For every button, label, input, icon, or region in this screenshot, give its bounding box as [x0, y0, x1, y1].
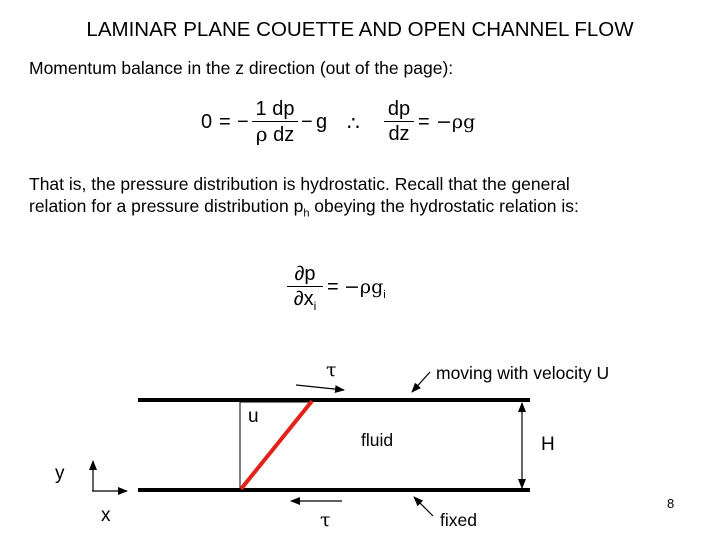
tau-bottom-label: τ [320, 509, 331, 531]
eq1-g: g [316, 111, 328, 133]
eq1-minus: − [237, 111, 249, 133]
eq2-numerator: ∂p [294, 263, 316, 285]
paragraph-line-1: That is, the pressure distribution is hydrostatic. Recall that the general [29, 174, 570, 194]
eq2-rhs-sub: i [383, 288, 386, 301]
H-label: H [541, 434, 555, 455]
eq2-den-dx: ∂x [293, 288, 314, 310]
eq2-rhs-text: −ρg [344, 276, 384, 298]
moving-label: moving with velocity U [436, 363, 610, 383]
eq1-equals: = [219, 111, 231, 133]
eq1-equals-2: = [418, 111, 430, 133]
eq2-equals: = [327, 276, 339, 298]
eq1-frac1-rho: ρ [255, 122, 268, 146]
slide-title: LAMINAR PLANE COUETTE AND OPEN CHANNEL FLOW [86, 18, 634, 41]
u-label: u [248, 406, 259, 427]
eq1-frac2-numerator: dp [387, 98, 411, 120]
moving-arrow [412, 372, 430, 392]
intro-text: Momentum balance in the z direction (out of the page): [29, 58, 454, 78]
tau-top-label: τ [326, 359, 337, 381]
y-axis-label: y [55, 463, 65, 484]
tau-top-arrow [296, 385, 344, 390]
eq1-minus-2: − [301, 111, 313, 133]
eq1-lhs: 0 [201, 111, 213, 133]
eq1-rhs: −ρg [436, 111, 476, 133]
eq1-frac2-denominator: dz [388, 123, 410, 145]
x-axis-label: x [101, 505, 111, 526]
fixed-arrow [414, 497, 433, 516]
page-number: 8 [667, 496, 675, 511]
eq2-den-sub: i [313, 299, 317, 313]
paragraph-subscript-h: h [303, 207, 310, 220]
paragraph-line-2-start: relation for a pressure distribution p [29, 196, 304, 216]
paragraph-line-2-end: obeying the hydrostatic relation is: [309, 196, 579, 216]
eq1-frac1-dz: dz [273, 124, 295, 146]
fluid-label: fluid [361, 430, 394, 450]
fixed-label: fixed [440, 510, 477, 530]
therefore-symbol: ∴ [347, 113, 360, 135]
eq1-frac1-numerator: 1 dp [255, 98, 295, 120]
